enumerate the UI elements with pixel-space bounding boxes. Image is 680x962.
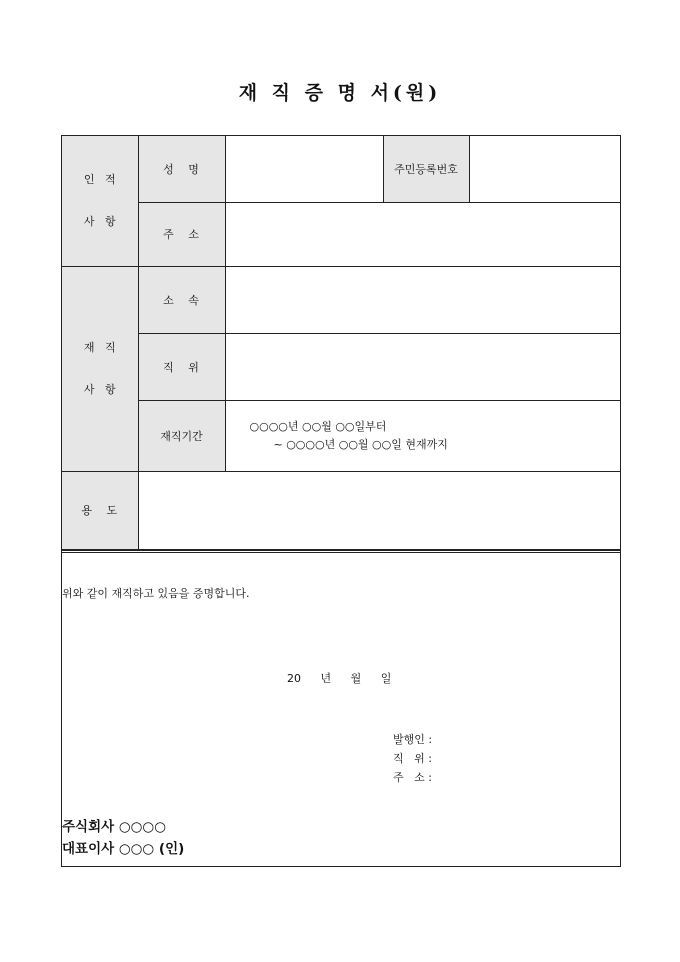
purpose-label: 용 도	[62, 471, 138, 549]
employment-category-line1: 재 직	[83, 340, 116, 354]
issuer-position-label: 직 위 :	[393, 751, 432, 765]
period-end: ~ ○○○○년 ○○월 ○○일 현재까지	[273, 437, 448, 451]
name-field[interactable]	[225, 136, 383, 202]
company-name: 주식회사 ○○○○	[62, 818, 166, 835]
position-label: 직 위	[138, 333, 225, 400]
department-label: 소 속	[138, 266, 225, 333]
address-label: 주 소	[138, 202, 225, 266]
position-field[interactable]	[225, 333, 621, 400]
personal-category-line1: 인 적	[83, 172, 116, 186]
employment-category-line2: 사 항	[83, 382, 116, 396]
issuer-address-label: 주 소 :	[393, 770, 432, 784]
period-label: 재직기간	[138, 400, 225, 471]
certification-section	[62, 553, 620, 863]
personal-category	[62, 136, 138, 266]
name-label: 성 명	[138, 136, 225, 202]
address-field[interactable]	[225, 202, 621, 266]
period-field[interactable]	[225, 400, 621, 471]
period-start: ○○○○년 ○○월 ○○일부터	[249, 419, 387, 433]
purpose-field[interactable]	[138, 471, 621, 549]
issue-date: 20 년 월 일	[287, 671, 392, 685]
issuer-label: 발행인 :	[393, 732, 433, 746]
id-number-field[interactable]	[469, 136, 621, 202]
certification-statement: 위와 같이 재직하고 있음을 증명합니다.	[62, 586, 250, 600]
department-field[interactable]	[225, 266, 621, 333]
info-table	[62, 136, 621, 550]
certificate-form	[61, 135, 621, 867]
document-title: 재 직 증 명 서(원)	[238, 82, 442, 104]
personal-category-line2: 사 항	[83, 214, 116, 228]
issuer-block	[393, 730, 432, 787]
id-number-label: 주민등록번호	[383, 136, 469, 202]
employment-category	[62, 266, 138, 471]
ceo-signature: 대표이사 ○○○ (인)	[62, 840, 185, 857]
company-block	[62, 816, 184, 860]
